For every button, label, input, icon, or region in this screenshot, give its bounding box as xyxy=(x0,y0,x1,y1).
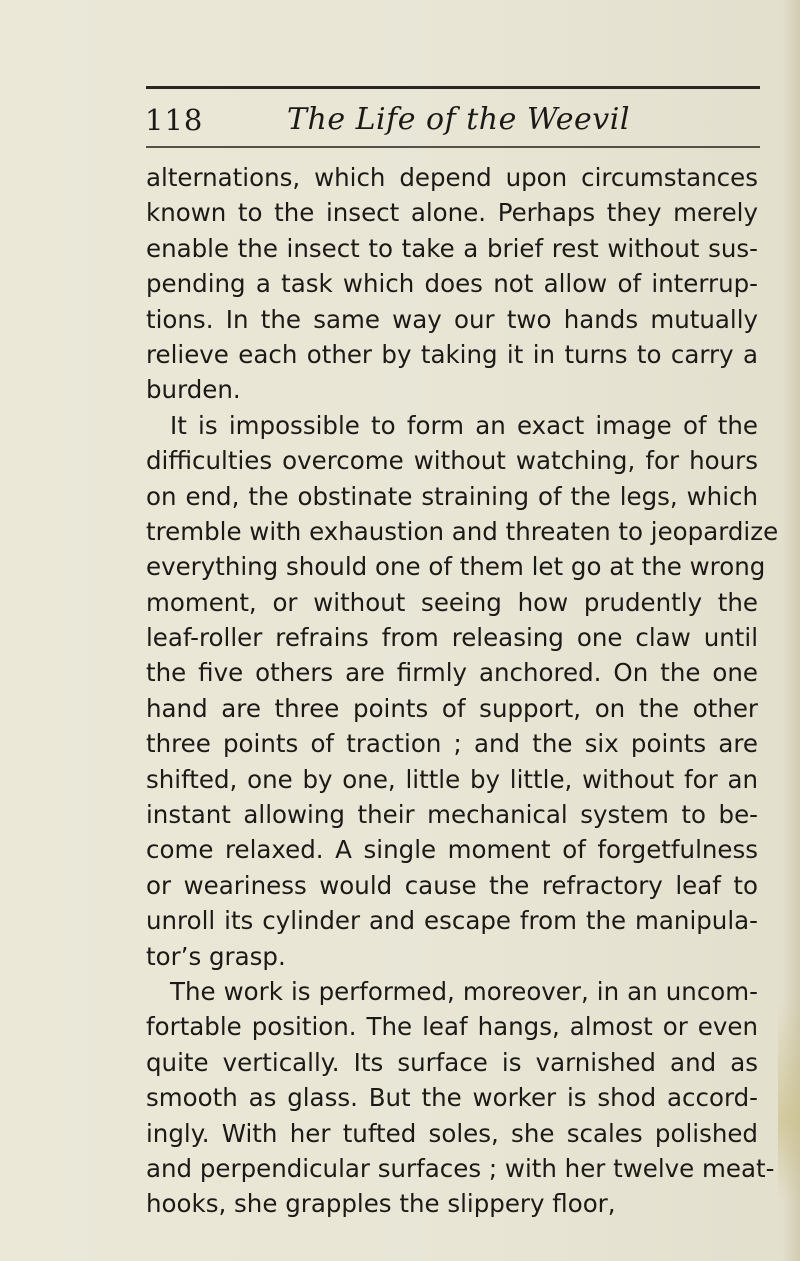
text-line: It is impossible to form an exact image of the xyxy=(170,410,758,440)
text-line: moment, or without seeing how prudently the xyxy=(146,587,758,617)
text-line: come relaxed. A single moment of forgetfulness xyxy=(146,835,758,865)
text-line: instant allowing their mechanical system to be- xyxy=(146,800,758,830)
text-line: burden. xyxy=(146,375,241,405)
text-line: alternations, which depend upon circumstances xyxy=(146,163,758,192)
running-title: The Life of the Weevil xyxy=(287,102,630,137)
text-line: tions. In the same way our two hands mutually xyxy=(146,304,758,334)
text-line: and perpendicular surfaces ; with her twelve meat- xyxy=(146,1153,775,1183)
text-line: hand are three points of support, on the other xyxy=(146,693,758,723)
text-line: shifted, one by one, little by little, without for an xyxy=(146,764,758,794)
text-line: hooks, she grapples the slippery floor, xyxy=(146,1189,616,1219)
body-text xyxy=(146,160,779,1222)
text-line: smooth as glass. But the worker is shod accord- xyxy=(146,1083,758,1113)
text-line: known to the insect alone. Perhaps they merely xyxy=(146,198,758,228)
text-line: tor’s grasp. xyxy=(146,941,286,971)
running-head xyxy=(145,102,757,138)
text-line: enable the insect to take a brief rest without sus- xyxy=(146,233,758,263)
text-line: unroll its cylinder and escape from the manipula- xyxy=(146,906,758,936)
text-line: leaf-roller refrains from releasing one claw until xyxy=(146,623,758,653)
paragraph-2 xyxy=(146,408,779,974)
top-rule xyxy=(146,86,760,89)
text-line: tremble with exhaustion and threaten to jeopardize xyxy=(146,516,779,546)
paragraph-1 xyxy=(146,160,758,408)
text-line: relieve each other by taking it in turns to carry a xyxy=(146,339,758,369)
page-number: 118 xyxy=(145,103,204,137)
text-line: three points of traction ; and the six points are xyxy=(146,729,758,759)
text-line: ingly. With her tufted soles, she scales polished xyxy=(146,1118,758,1148)
paragraph-3 xyxy=(146,974,775,1222)
text-line: fortable position. The leaf hangs, almost or even xyxy=(146,1012,758,1042)
text-line: pending a task which does not allow of interrup- xyxy=(146,269,758,299)
text-line: on end, the obstinate straining of the legs, which xyxy=(146,481,758,511)
page-stain xyxy=(778,1001,800,1201)
header-rule xyxy=(146,146,760,148)
text-line: difficulties overcome without watching, for hours xyxy=(146,446,758,476)
text-line: The work is performed, moreover, in an uncom- xyxy=(170,976,758,1006)
text-line: or weariness would cause the refractory leaf to xyxy=(146,870,758,900)
text-line: quite vertically. Its surface is varnished and as xyxy=(146,1047,758,1077)
text-line: the five others are firmly anchored. On the one xyxy=(146,658,758,688)
text-line: everything should one of them let go at the wrong xyxy=(146,552,766,582)
